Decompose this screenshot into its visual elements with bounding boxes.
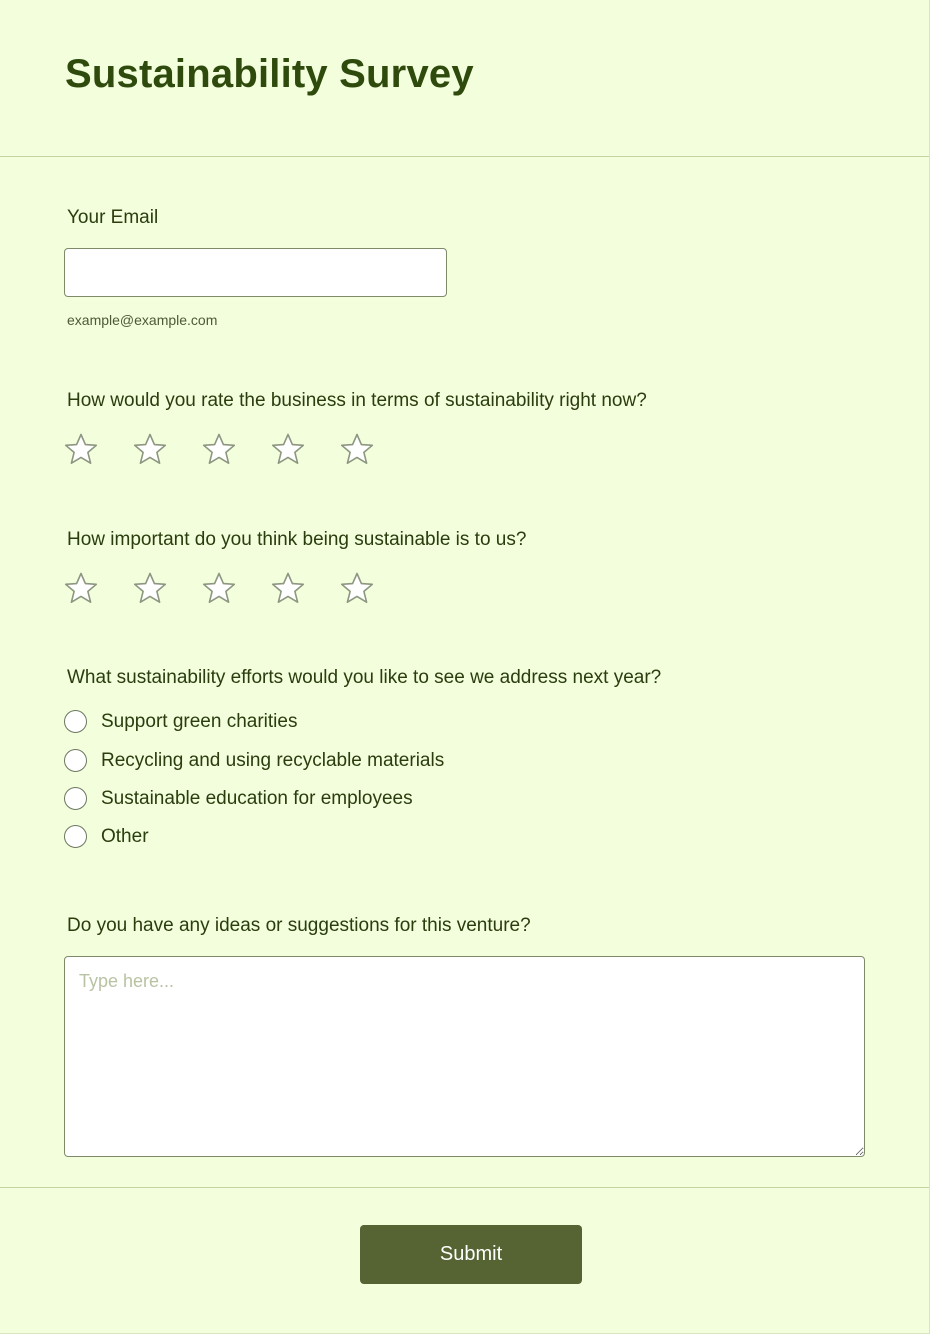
radio-option-other[interactable]	[64, 825, 149, 848]
star-icon[interactable]	[132, 571, 168, 607]
radio-option-education[interactable]	[64, 787, 413, 810]
star-icon[interactable]	[201, 432, 237, 468]
star-icon[interactable]	[270, 571, 306, 607]
star-icon[interactable]	[201, 571, 237, 607]
radio-option-recycling[interactable]	[64, 749, 444, 772]
radio-option-label: Other	[101, 825, 149, 847]
radio-button-icon[interactable]	[64, 710, 87, 733]
email-label: Your Email	[67, 207, 159, 228]
submit-button[interactable]: Submit	[360, 1225, 582, 1284]
ideas-question: Do you have any ideas or suggestions for this venture?	[67, 915, 531, 936]
efforts-question: What sustainability efforts would you like to see we address next year?	[67, 667, 662, 688]
footer-divider	[0, 1187, 929, 1188]
star-rating-importance	[63, 571, 375, 607]
star-icon[interactable]	[63, 432, 99, 468]
star-icon[interactable]	[132, 432, 168, 468]
rating-importance-question: How important do you think being sustainable is to us?	[67, 529, 527, 550]
rating-current-question: How would you rate the business in terms of sustainability right now?	[67, 390, 647, 411]
radio-button-icon[interactable]	[64, 787, 87, 810]
star-icon[interactable]	[63, 571, 99, 607]
radio-option-label: Recycling and using recyclable materials	[101, 749, 445, 771]
star-rating-current	[63, 432, 375, 468]
page-title: Sustainability Survey	[65, 52, 474, 96]
star-icon[interactable]	[339, 432, 375, 468]
radio-button-icon[interactable]	[64, 825, 87, 848]
email-field[interactable]	[64, 248, 447, 297]
radio-option-green-charities[interactable]	[64, 710, 297, 733]
ideas-textarea[interactable]	[64, 956, 865, 1157]
star-icon[interactable]	[270, 432, 306, 468]
star-icon[interactable]	[339, 571, 375, 607]
form-header	[0, 0, 929, 157]
email-sublabel: example@example.com	[67, 312, 218, 328]
radio-button-icon[interactable]	[64, 749, 87, 772]
radio-option-label: Sustainable education for employees	[101, 787, 413, 809]
radio-option-label: Support green charities	[101, 710, 298, 732]
